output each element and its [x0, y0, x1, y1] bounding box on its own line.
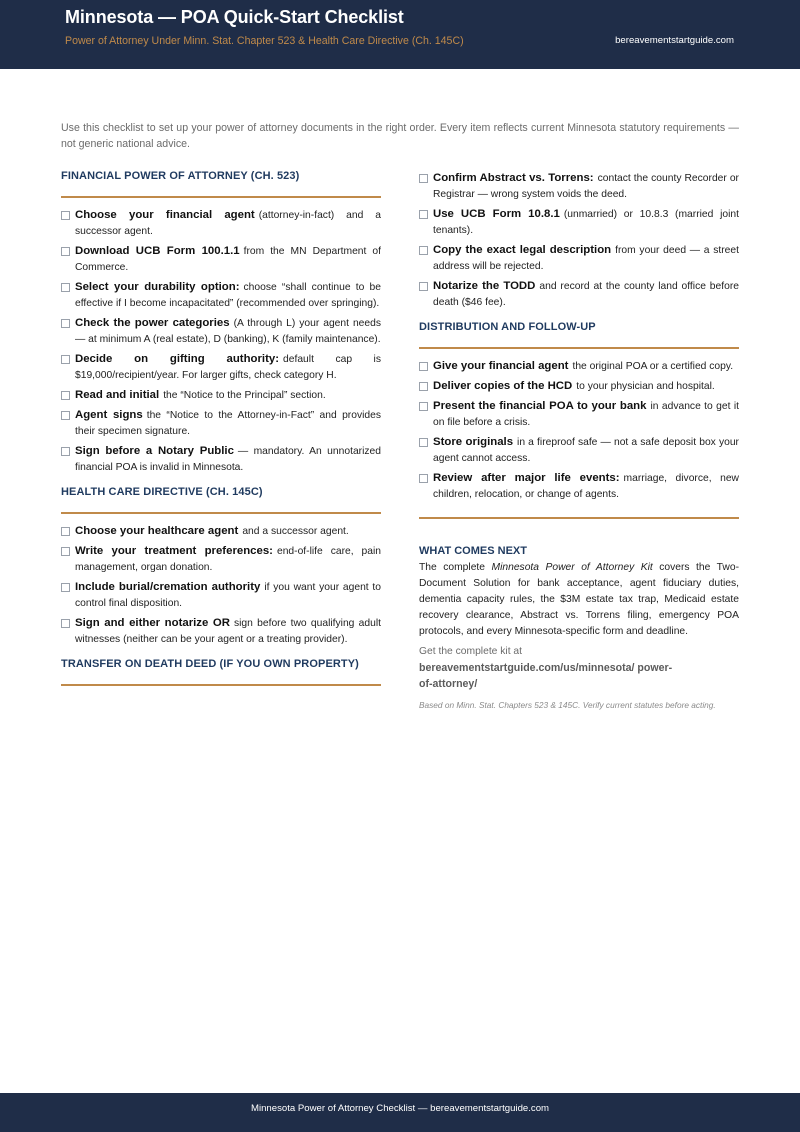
- item-lead: Agent signs: [75, 409, 143, 421]
- item-lead: Choose your healthcare agent: [75, 525, 239, 537]
- what-comes-next-body: [419, 560, 739, 640]
- item-lead: Decide on gifting authority:: [75, 353, 280, 365]
- item-lead: Read and initial: [75, 389, 160, 401]
- item-lead: Present the financial POA to your bank: [433, 400, 647, 412]
- kit-name: Minnesota Power of Attorney Kit: [491, 562, 653, 573]
- checklist-item: [61, 543, 381, 576]
- item-text: contact the county Recorder or Registrar — wrong system voids the deed.: [433, 173, 739, 200]
- section-title-financial: FINANCIAL POWER OF ATTORNEY (CH. 523): [61, 170, 300, 182]
- checkbox[interactable]: [61, 447, 70, 456]
- checklist-item: [61, 279, 381, 312]
- checklist-distribution: [419, 358, 739, 503]
- checkbox[interactable]: [419, 282, 428, 291]
- item-lead: Download UCB Form 100.1.1: [75, 245, 240, 257]
- checkbox[interactable]: [419, 382, 428, 391]
- checklist-item: [61, 615, 381, 648]
- body-text: The complete: [419, 562, 492, 573]
- checkbox[interactable]: [419, 174, 428, 183]
- checkbox[interactable]: [61, 283, 70, 292]
- section-divider: [419, 517, 739, 519]
- checklist-item: [419, 434, 739, 467]
- item-lead: Store originals: [433, 436, 514, 448]
- item-text: (A through L) your agent needs — at minimum A (real estate), D (banking), K (family maintenance).: [75, 318, 382, 345]
- item-text: (unmarried) or 10.8.3 (married joint tenants).: [433, 209, 739, 236]
- page-subtitle: Power of Attorney Under Minn. Stat. Chapter 523 & Health Care Directive (Ch. 145C): [65, 35, 464, 47]
- item-text: if you want your agent to control final disposition.: [75, 582, 381, 609]
- checkbox[interactable]: [419, 246, 428, 255]
- page-title: Minnesota — POA Quick-Start Checklist: [65, 7, 404, 27]
- checklist-item: [419, 242, 739, 275]
- item-lead: Select your durability option:: [75, 281, 240, 293]
- checklist-item: [419, 206, 739, 239]
- item-text: in advance to get it on file before a crisis.: [433, 401, 739, 428]
- item-lead: Choose your financial agent: [75, 209, 255, 221]
- checkbox[interactable]: [419, 402, 428, 411]
- checklist-health: [61, 523, 381, 648]
- checkbox[interactable]: [61, 527, 70, 536]
- page-header: [0, 0, 800, 69]
- checklist-item: [61, 351, 381, 384]
- checkbox[interactable]: [61, 355, 70, 364]
- checklist-item: [61, 443, 381, 476]
- left-column: [61, 170, 381, 695]
- section-divider: [61, 512, 381, 514]
- item-lead: Sign and either notarize OR: [75, 617, 230, 629]
- checkbox[interactable]: [61, 391, 70, 400]
- checklist-item: [419, 470, 739, 503]
- item-text: in a fireproof safe — not a safe deposit box your agent cannot access.: [433, 437, 739, 464]
- checklist-item: [419, 278, 739, 311]
- checkbox[interactable]: [419, 362, 428, 371]
- checklist-item: [61, 243, 381, 276]
- intro-text: Use this checklist to set up your power of attorney documents in the right order. Every item reflects current Minnesota statutory requirements — not generic national advice.: [61, 122, 739, 150]
- item-lead: Confirm Abstract vs. Torrens:: [433, 172, 594, 184]
- item-lead: Use UCB Form 10.8.1: [433, 208, 560, 220]
- item-text: marriage, divorce, new children, relocation, or change of agents.: [433, 473, 739, 500]
- checklist-item: [61, 407, 381, 440]
- checklist-item: [419, 378, 739, 395]
- checklist-item: [61, 207, 381, 240]
- item-text: end-of-life care, pain management, organ donation.: [75, 546, 381, 573]
- section-title-health: HEALTH CARE DIRECTIVE (CH. 145C): [61, 486, 263, 498]
- checklist-item: [61, 579, 381, 612]
- item-text: and record at the county land office before death ($46 fee).: [433, 281, 739, 308]
- section-divider: [419, 347, 739, 349]
- section-divider: [61, 196, 381, 198]
- checklist-item: [61, 387, 381, 404]
- checklist-item: [419, 170, 739, 203]
- checkbox[interactable]: [61, 583, 70, 592]
- item-text: choose “shall continue to be effective if I become incapacitated” (recommended over springing).: [75, 282, 381, 309]
- kit-label: Get the complete kit at: [419, 646, 523, 657]
- item-text: and a successor agent.: [242, 526, 349, 537]
- checkbox[interactable]: [61, 247, 70, 256]
- item-lead: Notarize the TODD: [433, 280, 536, 292]
- item-lead: Sign before a Notary Public: [75, 445, 234, 457]
- kit-url-link[interactable]: bereavementstartguide.com/us/minnesota/ power-of-attorney/: [419, 662, 673, 690]
- what-comes-next-title: WHAT COMES NEXT: [419, 545, 527, 557]
- item-lead: Deliver copies of the HCD: [433, 380, 573, 392]
- checkbox[interactable]: [419, 438, 428, 447]
- item-lead: Copy the exact legal description: [433, 244, 612, 256]
- checklist-financial: [61, 207, 381, 476]
- checklist-item: [61, 523, 381, 540]
- checkbox[interactable]: [61, 211, 70, 220]
- item-lead: Write your treatment preferences:: [75, 545, 273, 557]
- footer-text: Minnesota Power of Attorney Checklist — bereavementstartguide.com: [250, 1103, 550, 1114]
- checkbox[interactable]: [419, 210, 428, 219]
- item-lead: Review after major life events:: [433, 472, 620, 484]
- section-title-todd: TRANSFER ON DEATH DEED (IF YOU OWN PROPERTY): [61, 658, 359, 670]
- item-text: from your deed — a street address will be rejected.: [433, 245, 739, 272]
- page-footer: [0, 1093, 800, 1132]
- item-text: default cap is $19,000/recipient/year. For larger gifts, check category H.: [75, 354, 381, 381]
- checkbox[interactable]: [61, 619, 70, 628]
- checkbox[interactable]: [61, 411, 70, 420]
- item-lead: Check the power categories: [75, 317, 230, 329]
- checklist-item: [419, 358, 739, 375]
- checklist-todd: [419, 170, 739, 311]
- checkbox[interactable]: [61, 319, 70, 328]
- section-title-distribution: DISTRIBUTION AND FOLLOW-UP: [419, 321, 596, 333]
- item-text: the “Notice to the Attorney-in-Fact” and provides their specimen signature.: [75, 410, 381, 437]
- checklist-item: [419, 398, 739, 431]
- item-text: (attorney-in-fact) and a successor agent.: [75, 210, 381, 237]
- checkbox[interactable]: [61, 547, 70, 556]
- checkbox[interactable]: [419, 474, 428, 483]
- item-text: — mandatory. An unnotarized financial POA is invalid in Minnesota.: [75, 446, 381, 473]
- item-text: the “Notice to the Principal” section.: [163, 390, 326, 401]
- item-text: to your physician and hospital.: [576, 381, 715, 392]
- item-text: sign before two qualifying adult witnesses (neither can be your agent or a treating provider).: [75, 618, 381, 645]
- header-site-link[interactable]: bereavementstartguide.com: [615, 35, 734, 46]
- item-text: from the MN Department of Commerce.: [75, 246, 381, 273]
- body-text: covers the Two-Document Solution for bank acceptance, agent fiduciary duties, dementia capacity rules, the $3M estate tax trap, Medicaid estate recovery clearance, Abstract vs. Torrens filing, emergency POA protocols, and every Minnesota-specific form and deadline.: [419, 562, 739, 637]
- item-lead: Give your financial agent: [433, 360, 569, 372]
- statute-footnote: Based on Minn. Stat. Chapters 523 & 145C. Verify current statutes before acting.: [419, 700, 716, 710]
- item-text: the original POA or a certified copy.: [572, 361, 734, 372]
- section-divider: [61, 684, 381, 686]
- checklist-item: [61, 315, 381, 348]
- right-column: [419, 170, 739, 710]
- item-lead: Include burial/cremation authority: [75, 581, 261, 593]
